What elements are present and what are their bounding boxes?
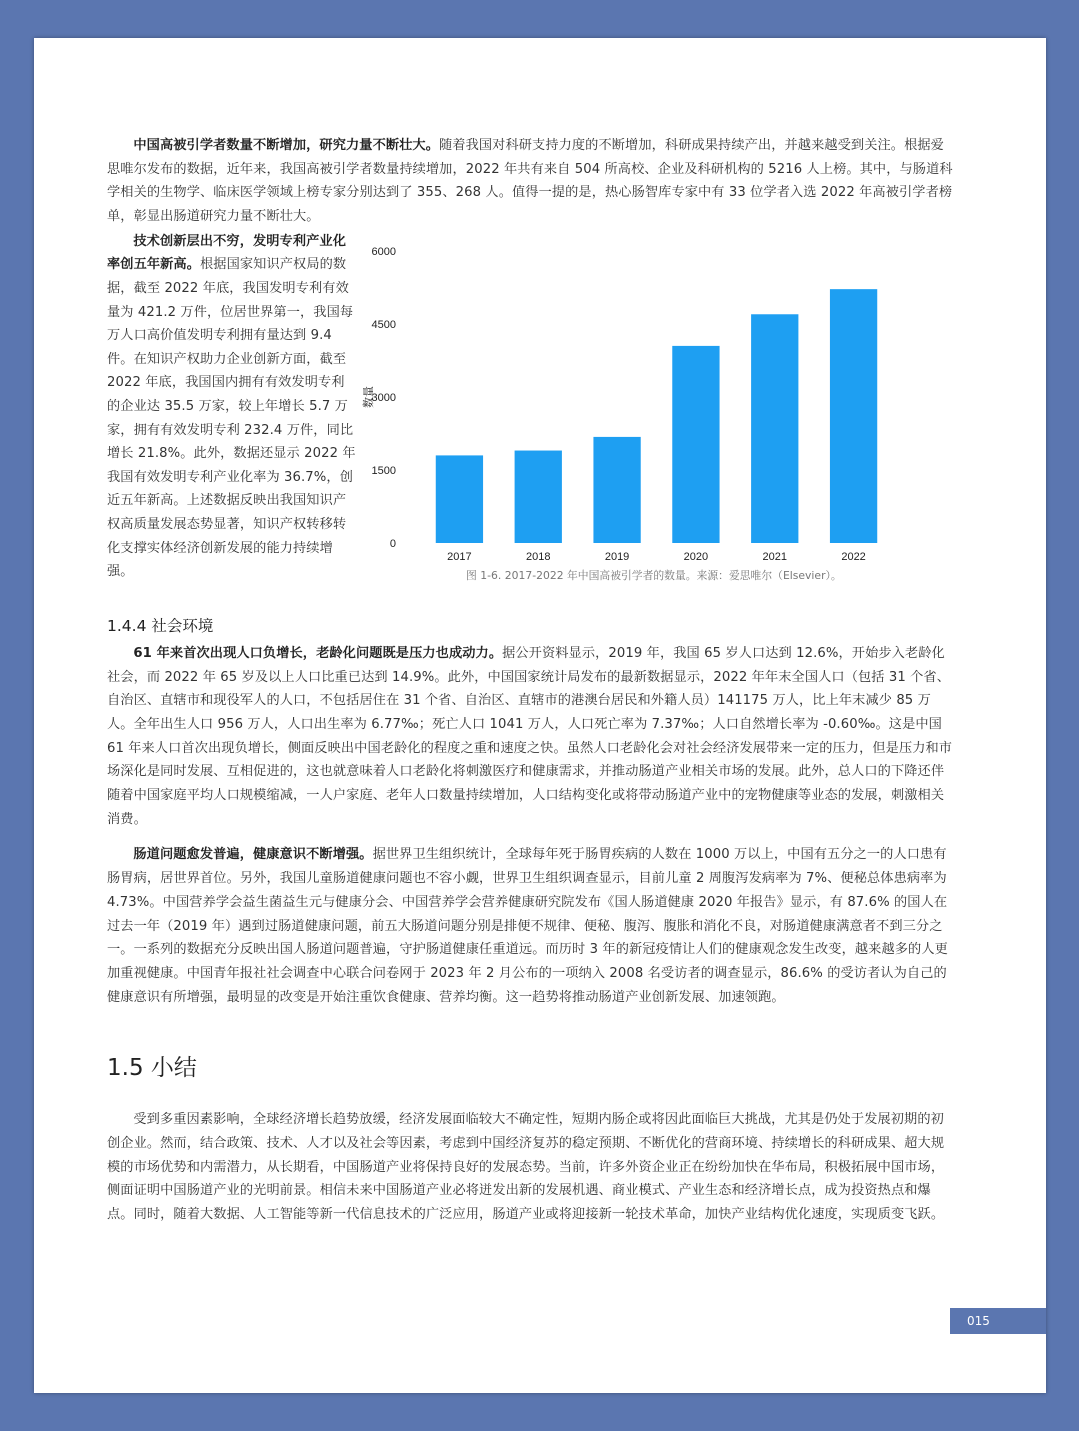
paragraph-body: 根据国家知识产权局的数据，截至 2022 年底，我国发明专利有效量为 421.2 万件，位居世界第一，我国每万人口高价值发明专利拥有量达到 9.4 件。在知识产权助力企业创新方面，截至 2022 年底，我国国内拥有有效发明专利的企业达 35.5 万家，较上年增长 5.7 万家，拥有有效发明专利 232.4 万件，同比增长 21.8%。此外，数据还显示 2022 年我国有效发明专利产业化率为 36.7%，创近五年新高。上述数据反映出我国知识产权高质量发展态势显著，知识产权转移转化支撑实体经济创新发展的能力持续增强。 — [107, 257, 356, 580]
x-tick-label: 2022 — [841, 550, 866, 563]
y-tick-label: 3000 — [371, 391, 396, 404]
page-number-badge — [950, 1308, 1046, 1334]
bar-chart-svg — [357, 230, 953, 570]
bar-2019 — [593, 437, 640, 543]
section-heading-1-4-4: 1.4.4 社会环境 — [107, 616, 214, 635]
left-column — [107, 230, 357, 592]
paragraph-population — [107, 642, 953, 832]
y-axis-title: 数量 — [362, 385, 375, 408]
chart-caption: 图 1-6. 2017-2022 年中国高被引学者的数量。来源：爱思唯尔（Elsevier）。 — [466, 568, 842, 582]
paragraph-gut-health — [107, 843, 953, 1009]
paragraph-lead: 中国高被引学者数量不断增加，研究力量不断壮大。 — [133, 138, 440, 153]
bar-chart — [357, 230, 953, 592]
page-content — [107, 134, 953, 1227]
paragraph-patents — [107, 230, 357, 584]
section-heading-1-5: 1.5 小结 — [107, 1055, 197, 1082]
paragraph-body: 据世界卫生组织统计，全球每年死于肠胃疾病的人数在 1000 万以上，中国有五分之一的人口患有肠胃病，居世界首位。另外，我国儿童肠道健康问题也不容小觑，世界卫生组织调查显示，目前儿童 2 周腹泻发病率为 7%、便秘总体患病率为 4.73%。中国营养学会益生菌益生元与健康分会、中国营养学会营养健康研究院发布《国人肠道健康 2020 年报告》显示，有 87.6% 的国人在过去一年（2019 年）遇到过肠道健康问题，前五大肠道问题分别是排便不规律、便秘、腹泻、腹胀和消化不良，对肠道健康满意者不到三分之一。一系列的数据充分反映出国人肠道问题普遍，守护肠道健康任重道远。而历时 3 年的新冠疫情让人们的健康观念发生改变，越来越多的人更加重视健康。中国青年报社社会调查中心联合问卷网于 2023 年 2 月公布的一项纳入 2008 名受访者的调查显示，86.6% 的受访者认为自己的健康意识有所增强，最明显的改变是开始注重饮食健康、营养均衡。这一趋势将推动肠道产业创新发展、加速领跑。 — [107, 847, 948, 1005]
page-number: 015 — [967, 1314, 990, 1328]
x-tick-label: 2019 — [604, 550, 630, 563]
x-tick-label: 2021 — [762, 550, 787, 563]
paragraph-researchers — [107, 134, 953, 229]
y-tick-label: 0 — [389, 537, 396, 550]
bar-2021 — [751, 314, 798, 543]
x-tick-label: 2018 — [526, 550, 551, 563]
paragraph-summary: 受到多重因素影响，全球经济增长趋势放缓，经济发展面临较大不确定性，短期内肠企或将因此面临巨大挑战，尤其是仍处于发展初期的初创企业。然而，结合政策、技术、人才以及社会等因素，考虑到中国经济复苏的稳定预期、不断优化的营商环境、持续增长的科研成果、超大规模的市场优势和内需潜力，从长期看，中国肠道产业将保持良好的发展态势。当前，许多外资企业正在纷纷加快在华布局，积极拓展中国市场，侧面证明中国肠道产业的光明前景。相信未来中国肠道产业必将迸发出新的发展机遇、商业模式、产业生态和经济增长点，成为投资热点和爆点。同时，随着大数据、人工智能等新一代信息技术的广泛应用，肠道产业或将迎接新一轮技术革命，加快产业结构优化速度，实现质变飞跃。 — [107, 1112, 945, 1223]
bar-2018 — [515, 450, 562, 542]
paragraph-body: 随着我国对科研支持力度的不断增加，科研成果持续产出，并越来越受到关注。根据爱思唯尔发布的数据，近年来，我国高被引学者数量持续增加，2022 年共有来自 504 所高校、企业及科研机构的 5216 人上榜。其中，与肠道科学相关的生物学、临床医学领域上榜专家分别达到了 355、268 人。值得一提的是，热心肠智库专家中有 33 位学者入选 2022 年高被引学者榜单，彰显出肠道研究力量不断壮大。 — [107, 138, 953, 225]
bar-2020 — [672, 346, 719, 543]
y-tick-label: 6000 — [371, 245, 396, 258]
paragraph-lead: 61 年来首次出现人口负增长，老龄化问题既是压力也成动力。 — [133, 645, 503, 661]
bar-2022 — [830, 289, 877, 543]
bar-2017 — [436, 455, 483, 543]
y-tick-label: 4500 — [371, 318, 396, 331]
patent-chart-row — [107, 230, 953, 592]
x-tick-label: 2017 — [447, 550, 472, 563]
paragraph-body: 据公开资料显示，2019 年，我国 65 岁人口达到 12.6%，开始步入老龄化社会，而 2022 年 65 岁及以上人口比重已达到 14.9%。此外，中国国家统计局发布的最新数据显示，2022 年年末全国人口（包括 31 个省、自治区、直辖市和现役军人的人口，不包括居住在 31 个省、自治区、直辖市的港澳台居民和外籍人员）141175 万人，比上年末减少 85 万人。全年出生人口 956 万人，人口出生率为 6.77‰；死亡人口 1041 万人，人口死亡率为 7.37‰；人口自然增长率为 -0.60‰。这是中国 61 年来人口首次出现负增长，侧面反映出中国老龄化的程度之重和速度之快。虽然人口老龄化会对社会经济发展带来一定的压力，但是压力和市场深化是同时发展、互相促进的，这也就意味着人口老龄化将刺激医疗和健康需求，并推动肠道产业相关市场的发展。此外，总人口的下降还伴随着中国家庭平均人口规模缩减，一人户家庭、老年人口数量持续增加，人口结构变化或将带动肠道产业中的宠物健康等业态的发展，刺激相关消费。 — [107, 645, 953, 827]
y-tick-label: 1500 — [371, 464, 396, 477]
paragraph-lead: 肠道问题愈发普遍，健康意识不断增强。 — [133, 847, 373, 863]
x-tick-label: 2020 — [683, 550, 709, 563]
document-page — [34, 38, 1046, 1393]
paragraph-lead: 技术创新层出不穷，发明专利产业化率创五年新高。 — [107, 233, 346, 273]
